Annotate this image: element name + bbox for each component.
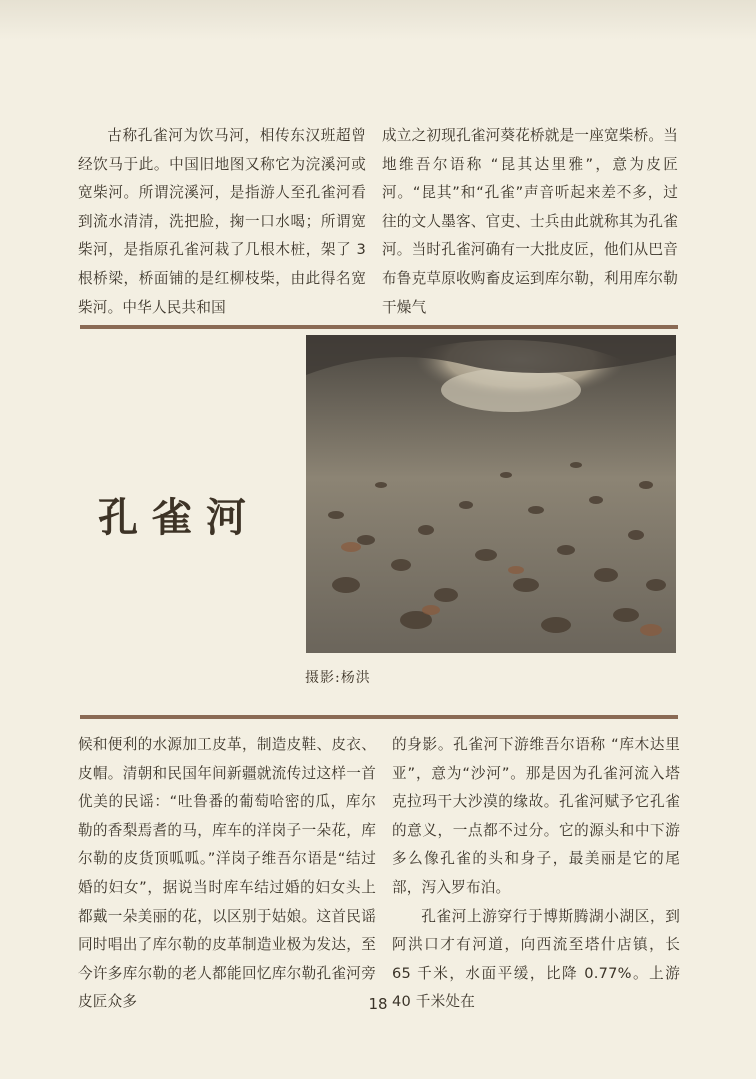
text-column-top-left	[78, 122, 366, 322]
section-divider-bottom	[80, 715, 678, 719]
text-column-bottom-right	[392, 731, 680, 1017]
photo-desert-landscape	[306, 335, 676, 653]
paragraph: 的身影。孔雀河下游维吾尔语称 “库木达里亚”，意为“沙河”。那是因为孔雀河流入塔克拉玛干大沙漠的缘故。孔雀河赋予它孔雀的意义，一点都不过分。它的源头和中下游多么像孔雀的头和身子，最美丽是它的尾部，泻入罗布泊。	[392, 736, 680, 896]
paragraph: 古称孔雀河为饮马河，相传东汉班超曾经饮马于此。中国旧地图又称它为浣溪河或宽柴河。所谓浣溪河，是指游人至孔雀河看到流水清清，洗把脸，掬一口水喝；所谓宽柴河，是指原孔雀河栽了几根木桩，架了 3 根桥梁，桥面铺的是红柳枝柴，由此得名宽柴河。中华人民共和国	[78, 127, 366, 316]
article-title: 孔雀河	[98, 494, 260, 541]
text-column-bottom-left	[78, 731, 376, 1017]
page-number: 18	[368, 995, 388, 1013]
photo-illustration	[306, 335, 676, 653]
paragraph: 孔雀河上游穿行于博斯腾湖小湖区，到阿洪口才有河道，向西流至塔什店镇，长 65 千米，水面平缓，比降 0.77%。上游 40 千米处在	[392, 907, 680, 1011]
paragraph: 候和便利的水源加工皮革，制造皮鞋、皮衣、皮帽。清朝和民国年间新疆就流传过这样一首优美的民谣：“吐鲁番的葡萄哈密的瓜，库尔勒的香梨焉耆的马，库车的洋岗子一朵花，库尔勒的皮货顶呱呱。”洋岗子维吾尔语是“结过婚的妇女”，据说当时库车结过婚的妇女头上都戴一朵美丽的花，以区别于姑娘。这首民谣同时唱出了库尔勒的皮革制造业极为发达，至今许多库尔勒的老人都能回忆库尔勒孔雀河旁皮匠众多	[78, 736, 376, 1011]
text-column-top-right	[382, 122, 678, 322]
page-top-shading	[0, 0, 756, 40]
section-divider-top	[80, 325, 678, 329]
photo-credit: 摄影:杨洪	[305, 670, 371, 686]
paragraph: 成立之初现孔雀河葵花桥就是一座宽柴桥。当地维吾尔语称 “昆其达里雅”，意为皮匠河。“昆其”和“孔雀”声音听起来差不多，过往的文人墨客、官吏、士兵由此就称其为孔雀河。当时孔雀河确有一大批皮匠，他们从巴音布鲁克草原收购畜皮运到库尔勒，利用库尔勒干燥气	[382, 127, 678, 316]
